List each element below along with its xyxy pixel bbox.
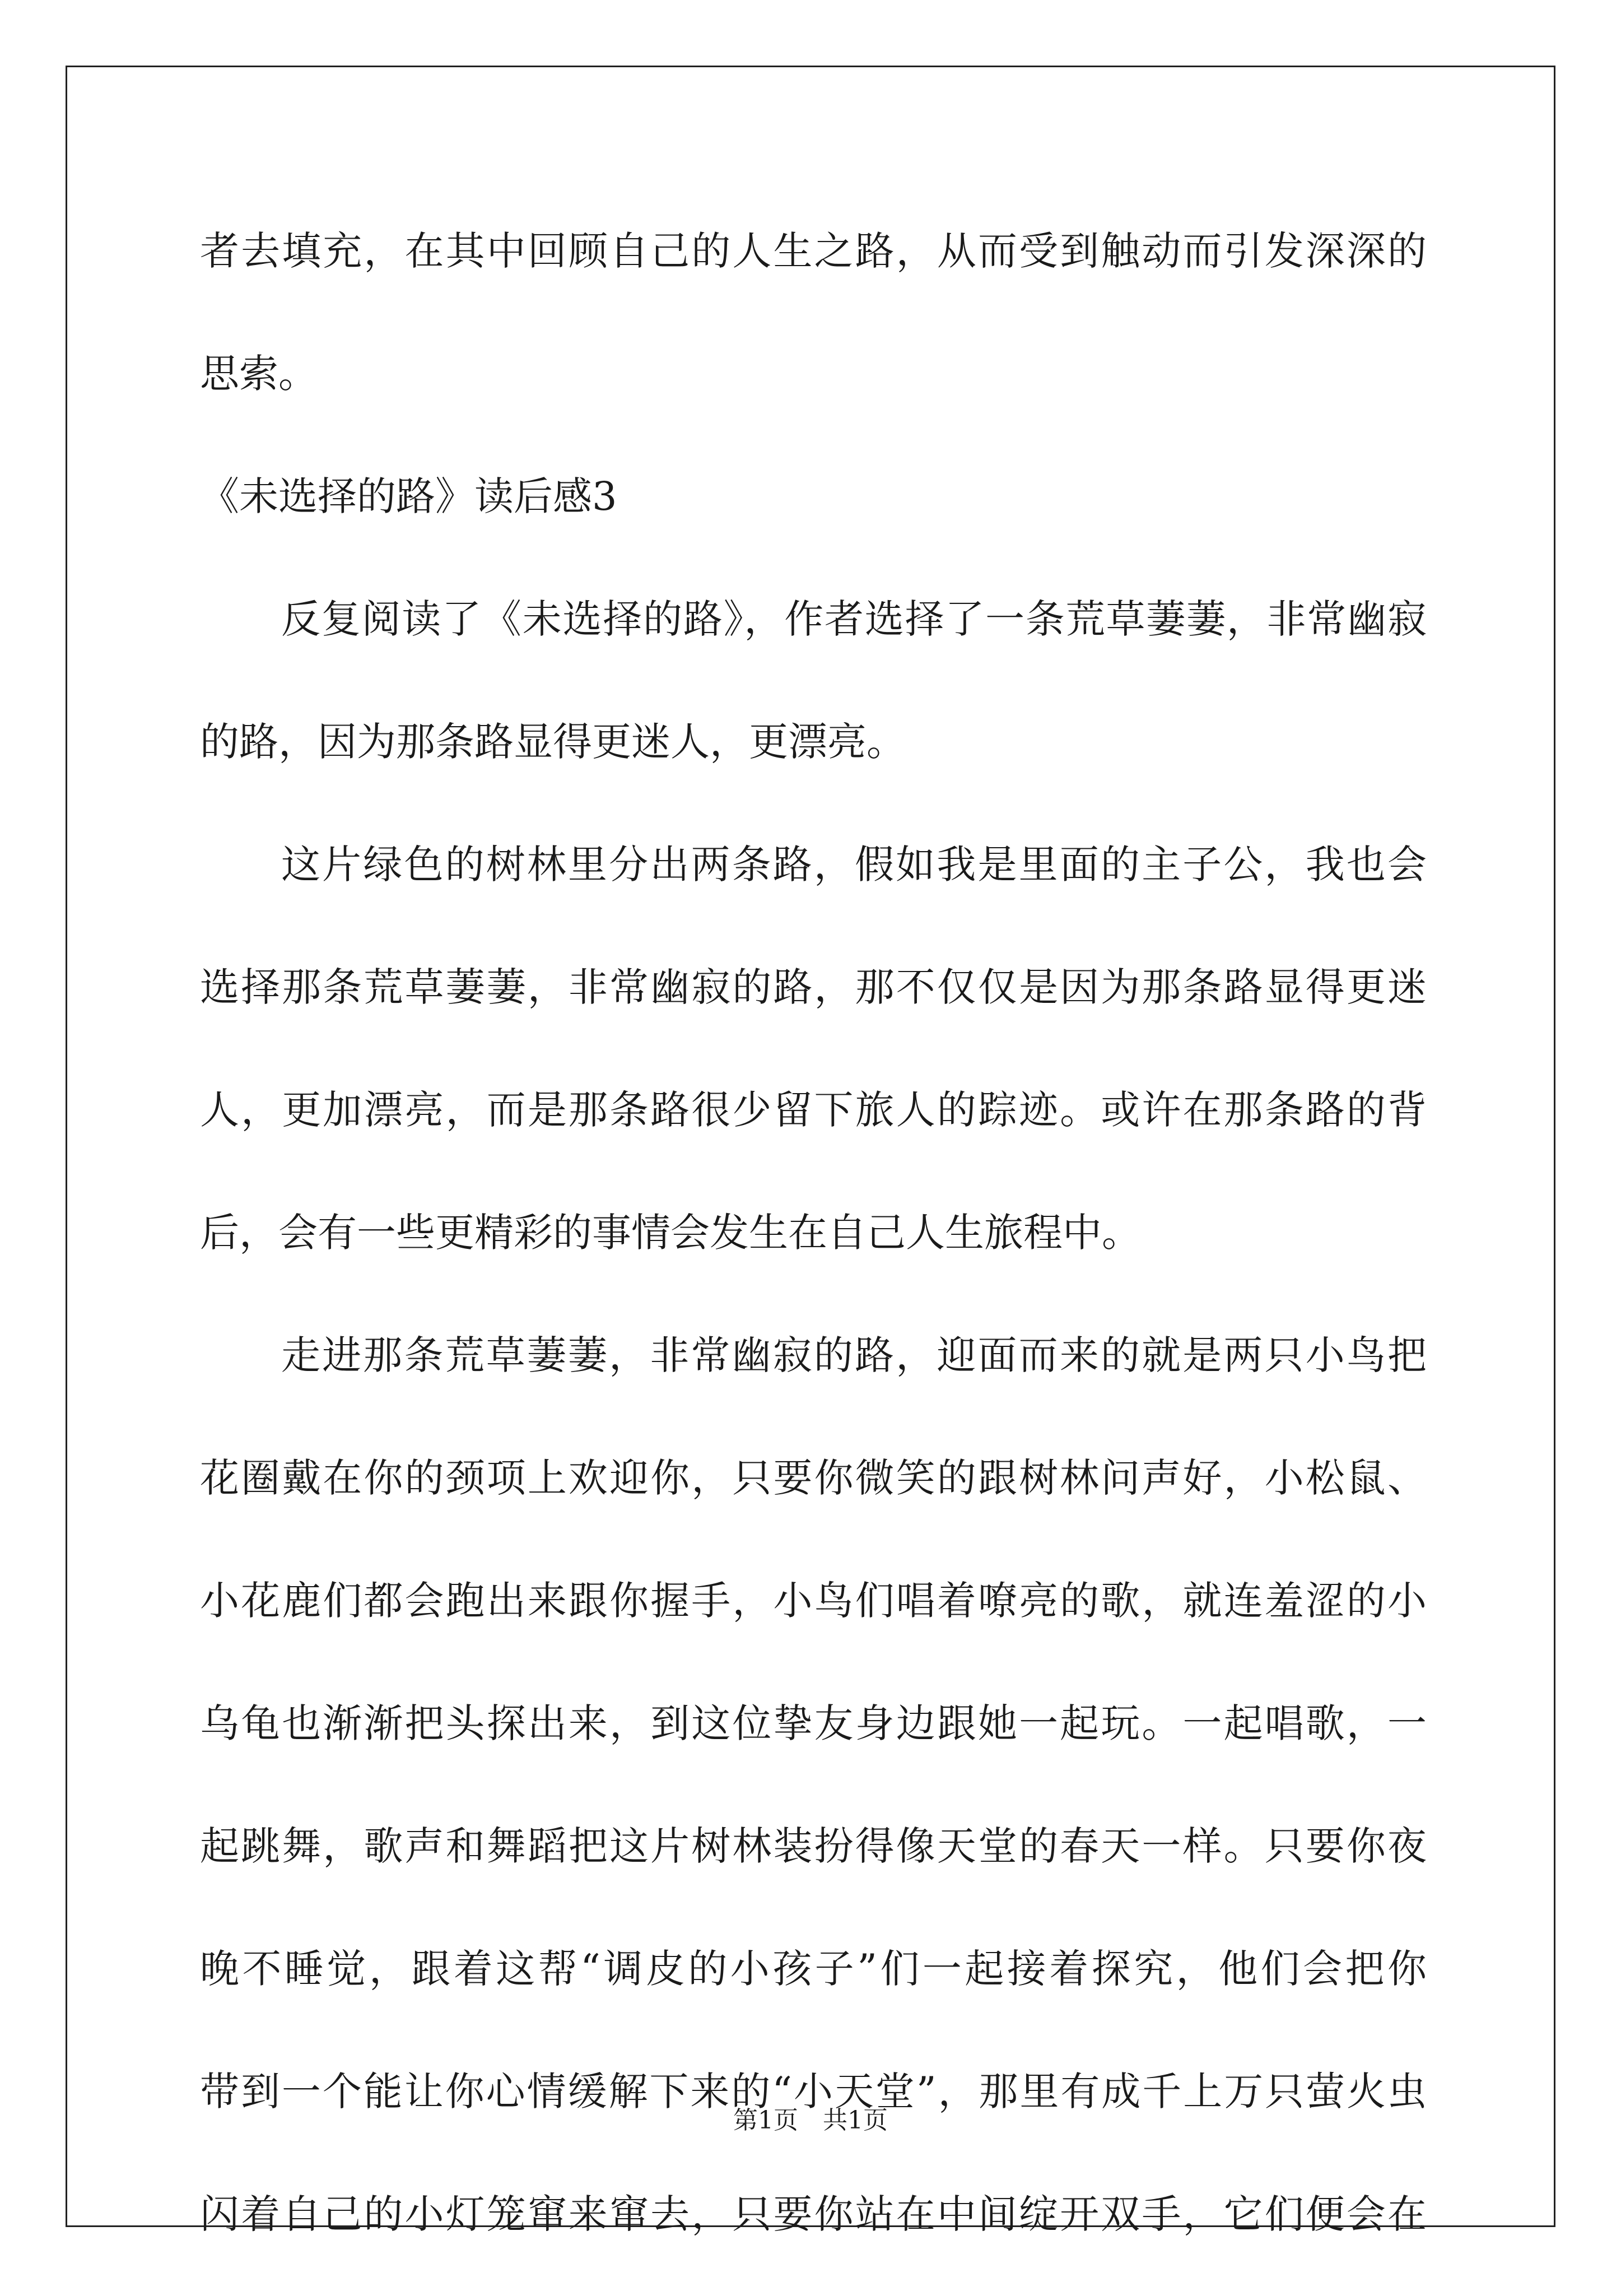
page-footer — [0, 2104, 1621, 2137]
text-line: 思索。 — [200, 351, 318, 397]
text-line: 带到一个能让你心情缓解下来的“小天堂”，那里有成千上万只萤火虫 — [200, 2069, 1427, 2114]
section-heading: 《未选择的路》读后感3 — [200, 473, 617, 519]
text-line: 后，会有一些更精彩的事情会发生在自己人生旅程中。 — [200, 1210, 1141, 1256]
text-line: 的路，因为那条路显得更迷人，更漂亮。 — [200, 719, 906, 765]
total-pages: 共1页 — [823, 2106, 888, 2135]
text-line: 乌龟也渐渐把头探出来，到这位挚友身边跟她一起玩。一起唱歌，一 — [200, 1700, 1427, 1746]
paragraph-first-line: 这片绿色的树林里分出两条路，假如我是里面的主子公，我也会 — [281, 842, 1427, 887]
text-line: 小花鹿们都会跑出来跟你握手，小鸟们唱着嘹亮的歌，就连羞涩的小 — [200, 1578, 1427, 1624]
paragraph-first-line: 走进那条荒草萋萋，非常幽寂的路，迎面而来的就是两只小鸟把 — [281, 1332, 1427, 1378]
current-page-number: 第1页 — [733, 2106, 798, 2135]
text-line: 闪着自己的小灯笼窜来窜去，只要你站在中间绽开双手，它们便会在 — [200, 2191, 1427, 2237]
text-line: 起跳舞，歌声和舞蹈把这片树林装扮得像天堂的春天一样。只要你夜 — [200, 1823, 1427, 1869]
text-line: 花圈戴在你的颈项上欢迎你，只要你微笑的跟树林问声好，小松鼠、 — [200, 1455, 1427, 1501]
text-line: 人，更加漂亮，而是那条路很少留下旅人的踪迹。或许在那条路的背 — [200, 1087, 1427, 1133]
document-body — [200, 210, 1427, 2296]
text-line: 选择那条荒草萋萋，非常幽寂的路，那不仅仅是因为那条路显得更迷 — [200, 964, 1427, 1010]
text-line: 者去填充，在其中回顾自己的人生之路，从而受到触动而引发深深的 — [200, 228, 1427, 274]
text-line: 晚不睡觉，跟着这帮“调皮的小孩子”们一起接着探究，他们会把你 — [200, 1946, 1427, 1992]
paragraph-first-line: 反复阅读了《未选择的路》，作者选择了一条荒草萋萋，非常幽寂 — [281, 596, 1427, 642]
